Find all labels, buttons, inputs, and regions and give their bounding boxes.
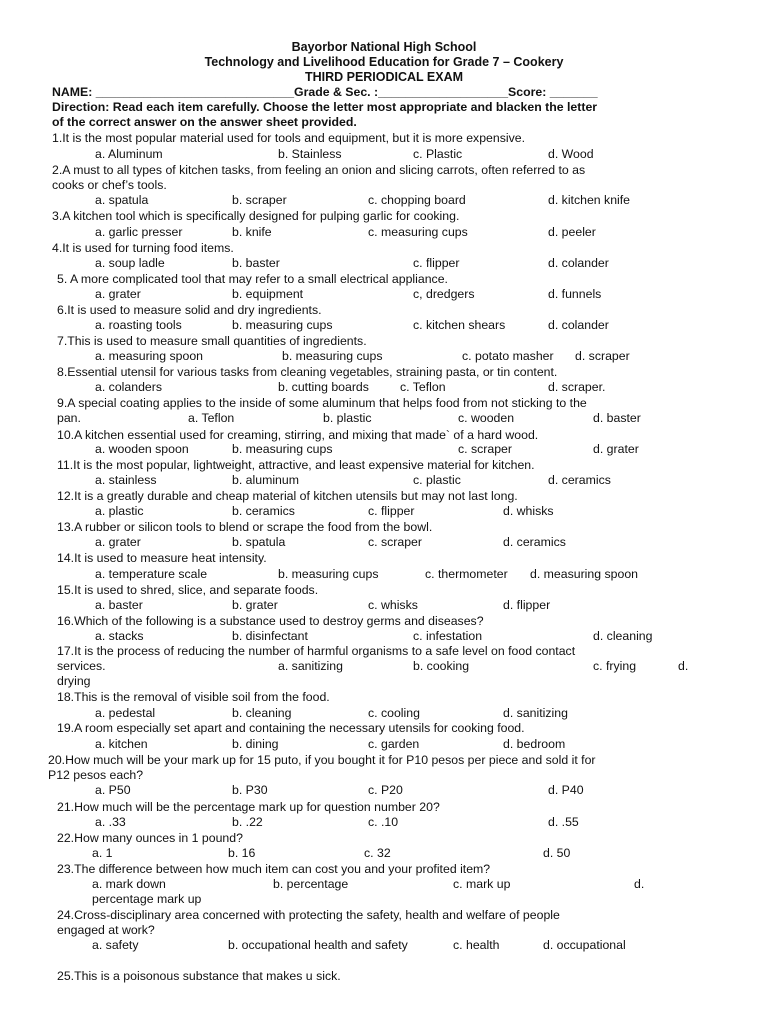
q7-option-b: b. measuring cups [282, 349, 383, 363]
q19-option-b: b. dining [232, 737, 279, 751]
q21-option-a: a. .33 [95, 815, 126, 829]
question-1: 1.It is the most popular material used for tools and equipment, but it is more expensive. [52, 131, 525, 145]
q15-option-d: d. flipper [503, 598, 551, 612]
direction-line-2: of the correct answer on the answer sheet provided. [52, 115, 357, 129]
q5-option-c: c, dredgers [413, 287, 475, 301]
q1-option-b: b. Stainless [278, 147, 342, 161]
q17-option-d-text: drying [57, 674, 91, 688]
q3-option-d: d. peeler [548, 225, 596, 239]
q15-option-b: b. grater [232, 598, 278, 612]
q10-option-b: b. measuring cups [232, 442, 333, 456]
q23-option-c: c. mark up [453, 877, 511, 891]
q11-option-c: c. plastic [413, 473, 461, 487]
q22-option-b: b. 16 [228, 846, 256, 860]
q7-option-c: c. potato masher [462, 349, 554, 363]
question-18: 18.This is the removal of visible soil from the food. [57, 690, 330, 704]
q23-option-d: d. [634, 877, 645, 891]
question-7: 7.This is used to measure small quantities of ingredients. [57, 334, 367, 348]
question-4: 4.It is used for turning food items. [52, 241, 234, 255]
question-20: 20.How much will be your mark up for 15 puto, if you bought it for P10 pesos per piece and sold it for [48, 753, 596, 767]
exam-title: THIRD PERIODICAL EXAM [304, 70, 464, 84]
q7-option-d: d. scraper [575, 349, 630, 363]
question-2: 2.A must to all types of kitchen tasks, from feeling an onion and slicing carrots, often referred to as [52, 163, 586, 177]
q17-option-d: d. [678, 659, 689, 673]
q12-option-c: c. flipper [368, 504, 415, 518]
q15-option-c: c. whisks [368, 598, 418, 612]
q9-option-c: c. wooden [458, 411, 515, 425]
question-13: 13.A rubber or silicon tools to blend or scrape the food from the bowl. [57, 520, 433, 534]
q5-option-d: d. funnels [548, 287, 602, 301]
q19-option-d: d. bedroom [503, 737, 566, 751]
question-6: 6.It is used to measure solid and dry ingredients. [57, 303, 322, 317]
q4-option-d: d. colander [548, 256, 609, 270]
question-3: 3.A kitchen tool which is specifically designed for pulping garlic for cooking. [52, 209, 460, 223]
direction-line-1: Direction: Read each item carefully. Choose the letter most appropriate and blacken the letter [52, 100, 598, 114]
q6-option-a: a. roasting tools [95, 318, 182, 332]
q13-option-a: a. grater [95, 535, 141, 549]
q12-option-d: d. whisks [503, 504, 554, 518]
q21-option-d: d. .55 [548, 815, 579, 829]
question-21: 21.How much will be the percentage mark up for question number 20? [57, 800, 440, 814]
q14-option-d: d. measuring spoon [530, 567, 639, 581]
q13-option-d: d. ceramics [503, 535, 566, 549]
q2-option-c: c. chopping board [368, 193, 466, 207]
q14-option-b: b. measuring cups [278, 567, 379, 581]
q14-option-c: c. thermometer [425, 567, 508, 581]
question-20-cont: P12 pesos each? [48, 768, 144, 782]
q19-option-c: c. garden [368, 737, 420, 751]
q9-option-d: d. baster [593, 411, 641, 425]
q6-option-b: b. measuring cups [232, 318, 333, 332]
question-25: 25.This is a poisonous substance that makes u sick. [57, 969, 341, 983]
q3-option-a: a. garlic presser [95, 225, 183, 239]
question-11: 11.It is the most popular, lightweight, attractive, and least expensive material for kitchen. [57, 458, 535, 472]
q14-option-a: a. temperature scale [95, 567, 208, 581]
q2-option-d: d. kitchen knife [548, 193, 631, 207]
q21-option-b: b. .22 [232, 815, 263, 829]
q8-option-b: b. cutting boards [278, 380, 369, 394]
question-22: 22.How many ounces in 1 pound? [57, 831, 243, 845]
q1-option-c: c. Plastic [413, 147, 463, 161]
q17-option-b: b. cooking [413, 659, 470, 673]
q8-option-d: d. scraper. [548, 380, 606, 394]
q23-option-a: a. mark down [92, 877, 166, 891]
q22-option-c: c. 32 [364, 846, 391, 860]
q23-option-d-text: percentage mark up [92, 892, 202, 906]
exam-subject: Technology and Livelihood Education for Grade 7 – Cookery [204, 55, 564, 69]
q4-option-a: a. soup ladle [95, 256, 165, 270]
q9-option-a: a. Teflon [188, 411, 235, 425]
question-23: 23.The difference between how much item can cost you and your profited item? [57, 862, 491, 876]
question-17: 17.It is the process of reducing the number of harmful organisms to a safe level on food contact [57, 644, 576, 658]
q6-option-c: c. kitchen shears [413, 318, 506, 332]
q16-option-c: c. infestation [413, 629, 483, 643]
q4-option-b: b. baster [232, 256, 280, 270]
q12-option-b: b. ceramics [232, 504, 295, 518]
q6-option-d: d. colander [548, 318, 609, 332]
q18-option-d: d. sanitizing [503, 706, 568, 720]
q24-option-d: d. occupational [543, 938, 626, 952]
q22-option-d: d. 50 [543, 846, 571, 860]
q24-option-c: c. health [453, 938, 500, 952]
q1-option-a: a. Aluminum [95, 147, 163, 161]
q4-option-c: c. flipper [413, 256, 460, 270]
q13-option-b: b. spatula [232, 535, 286, 549]
student-info-line: NAME: _____________________________Grade & Sec. :___________________Score: _______ [52, 85, 598, 99]
q21-option-c: c. .10 [368, 815, 399, 829]
question-15: 15.It is used to shred, slice, and separate foods. [57, 583, 319, 597]
q23-option-b: b. percentage [273, 877, 349, 891]
question-14: 14.It is used to measure heat intensity. [57, 551, 267, 565]
q20-option-a: a. P50 [95, 783, 131, 797]
question-16: 16.Which of the following is a substance used to destroy germs and diseases? [57, 614, 484, 628]
q10-option-c: c. scraper [458, 442, 512, 456]
question-9-cont: pan. [57, 411, 81, 425]
q11-option-d: d. ceramics [548, 473, 611, 487]
question-24-cont: engaged at work? [57, 923, 155, 937]
question-24: 24.Cross-disciplinary area concerned with protecting the safety, health and welfare of people [57, 908, 560, 922]
q19-option-a: a. kitchen [95, 737, 148, 751]
q16-option-d: d. cleaning [593, 629, 653, 643]
question-5: 5. A more complicated tool that may refer to a small electrical appliance. [57, 272, 448, 286]
q18-option-c: c. cooling [368, 706, 420, 720]
q11-option-b: b. aluminum [232, 473, 299, 487]
q24-option-b: b. occupational health and safety [228, 938, 408, 952]
q17-option-c: c. frying [593, 659, 637, 673]
question-12: 12.It is a greatly durable and cheap material of kitchen utensils but may not last long. [57, 489, 518, 503]
q7-option-a: a. measuring spoon [95, 349, 204, 363]
q9-option-b: b. plastic [323, 411, 372, 425]
q22-option-a: a. 1 [92, 846, 113, 860]
school-name: Bayorbor National High School [291, 40, 477, 54]
q12-option-a: a. plastic [95, 504, 144, 518]
question-17-cont: services. [57, 659, 106, 673]
question-9: 9.A special coating applies to the inside of some aluminum that helps food from not sticking to the [57, 396, 587, 410]
q3-option-b: b. knife [232, 225, 272, 239]
question-19: 19.A room especially set apart and containing the necessary utensils for cooking food. [57, 721, 525, 735]
q1-option-d: d. Wood [548, 147, 594, 161]
q2-option-a: a. spatula [95, 193, 149, 207]
q20-option-c: c. P20 [368, 783, 403, 797]
q11-option-a: a. stainless [95, 473, 157, 487]
q2-option-b: b. scraper [232, 193, 287, 207]
q10-option-d: d. grater [593, 442, 639, 456]
q5-option-b: b. equipment [232, 287, 304, 301]
question-10: 10.A kitchen essential used for creaming, stirring, and mixing that made` of a hard wood. [57, 428, 539, 442]
q24-option-a: a. safety [92, 938, 139, 952]
q17-option-a: a. sanitizing [278, 659, 343, 673]
q8-option-c: c. Teflon [400, 380, 446, 394]
q18-option-a: a. pedestal [95, 706, 156, 720]
q15-option-a: a. baster [95, 598, 143, 612]
q16-option-a: a. stacks [95, 629, 144, 643]
q20-option-b: b. P30 [232, 783, 268, 797]
question-2-cont: cooks or chef’s tools. [52, 178, 167, 192]
q5-option-a: a. grater [95, 287, 141, 301]
question-8: 8.Essential utensil for various tasks from cleaning vegetables, straining pasta, or tin content. [57, 365, 558, 379]
q20-option-d: d. P40 [548, 783, 584, 797]
q8-option-a: a. colanders [95, 380, 162, 394]
q18-option-b: b. cleaning [232, 706, 292, 720]
q13-option-c: c. scraper [368, 535, 422, 549]
q3-option-c: c. measuring cups [368, 225, 468, 239]
q16-option-b: b. disinfectant [232, 629, 308, 643]
q10-option-a: a. wooden spoon [95, 442, 189, 456]
